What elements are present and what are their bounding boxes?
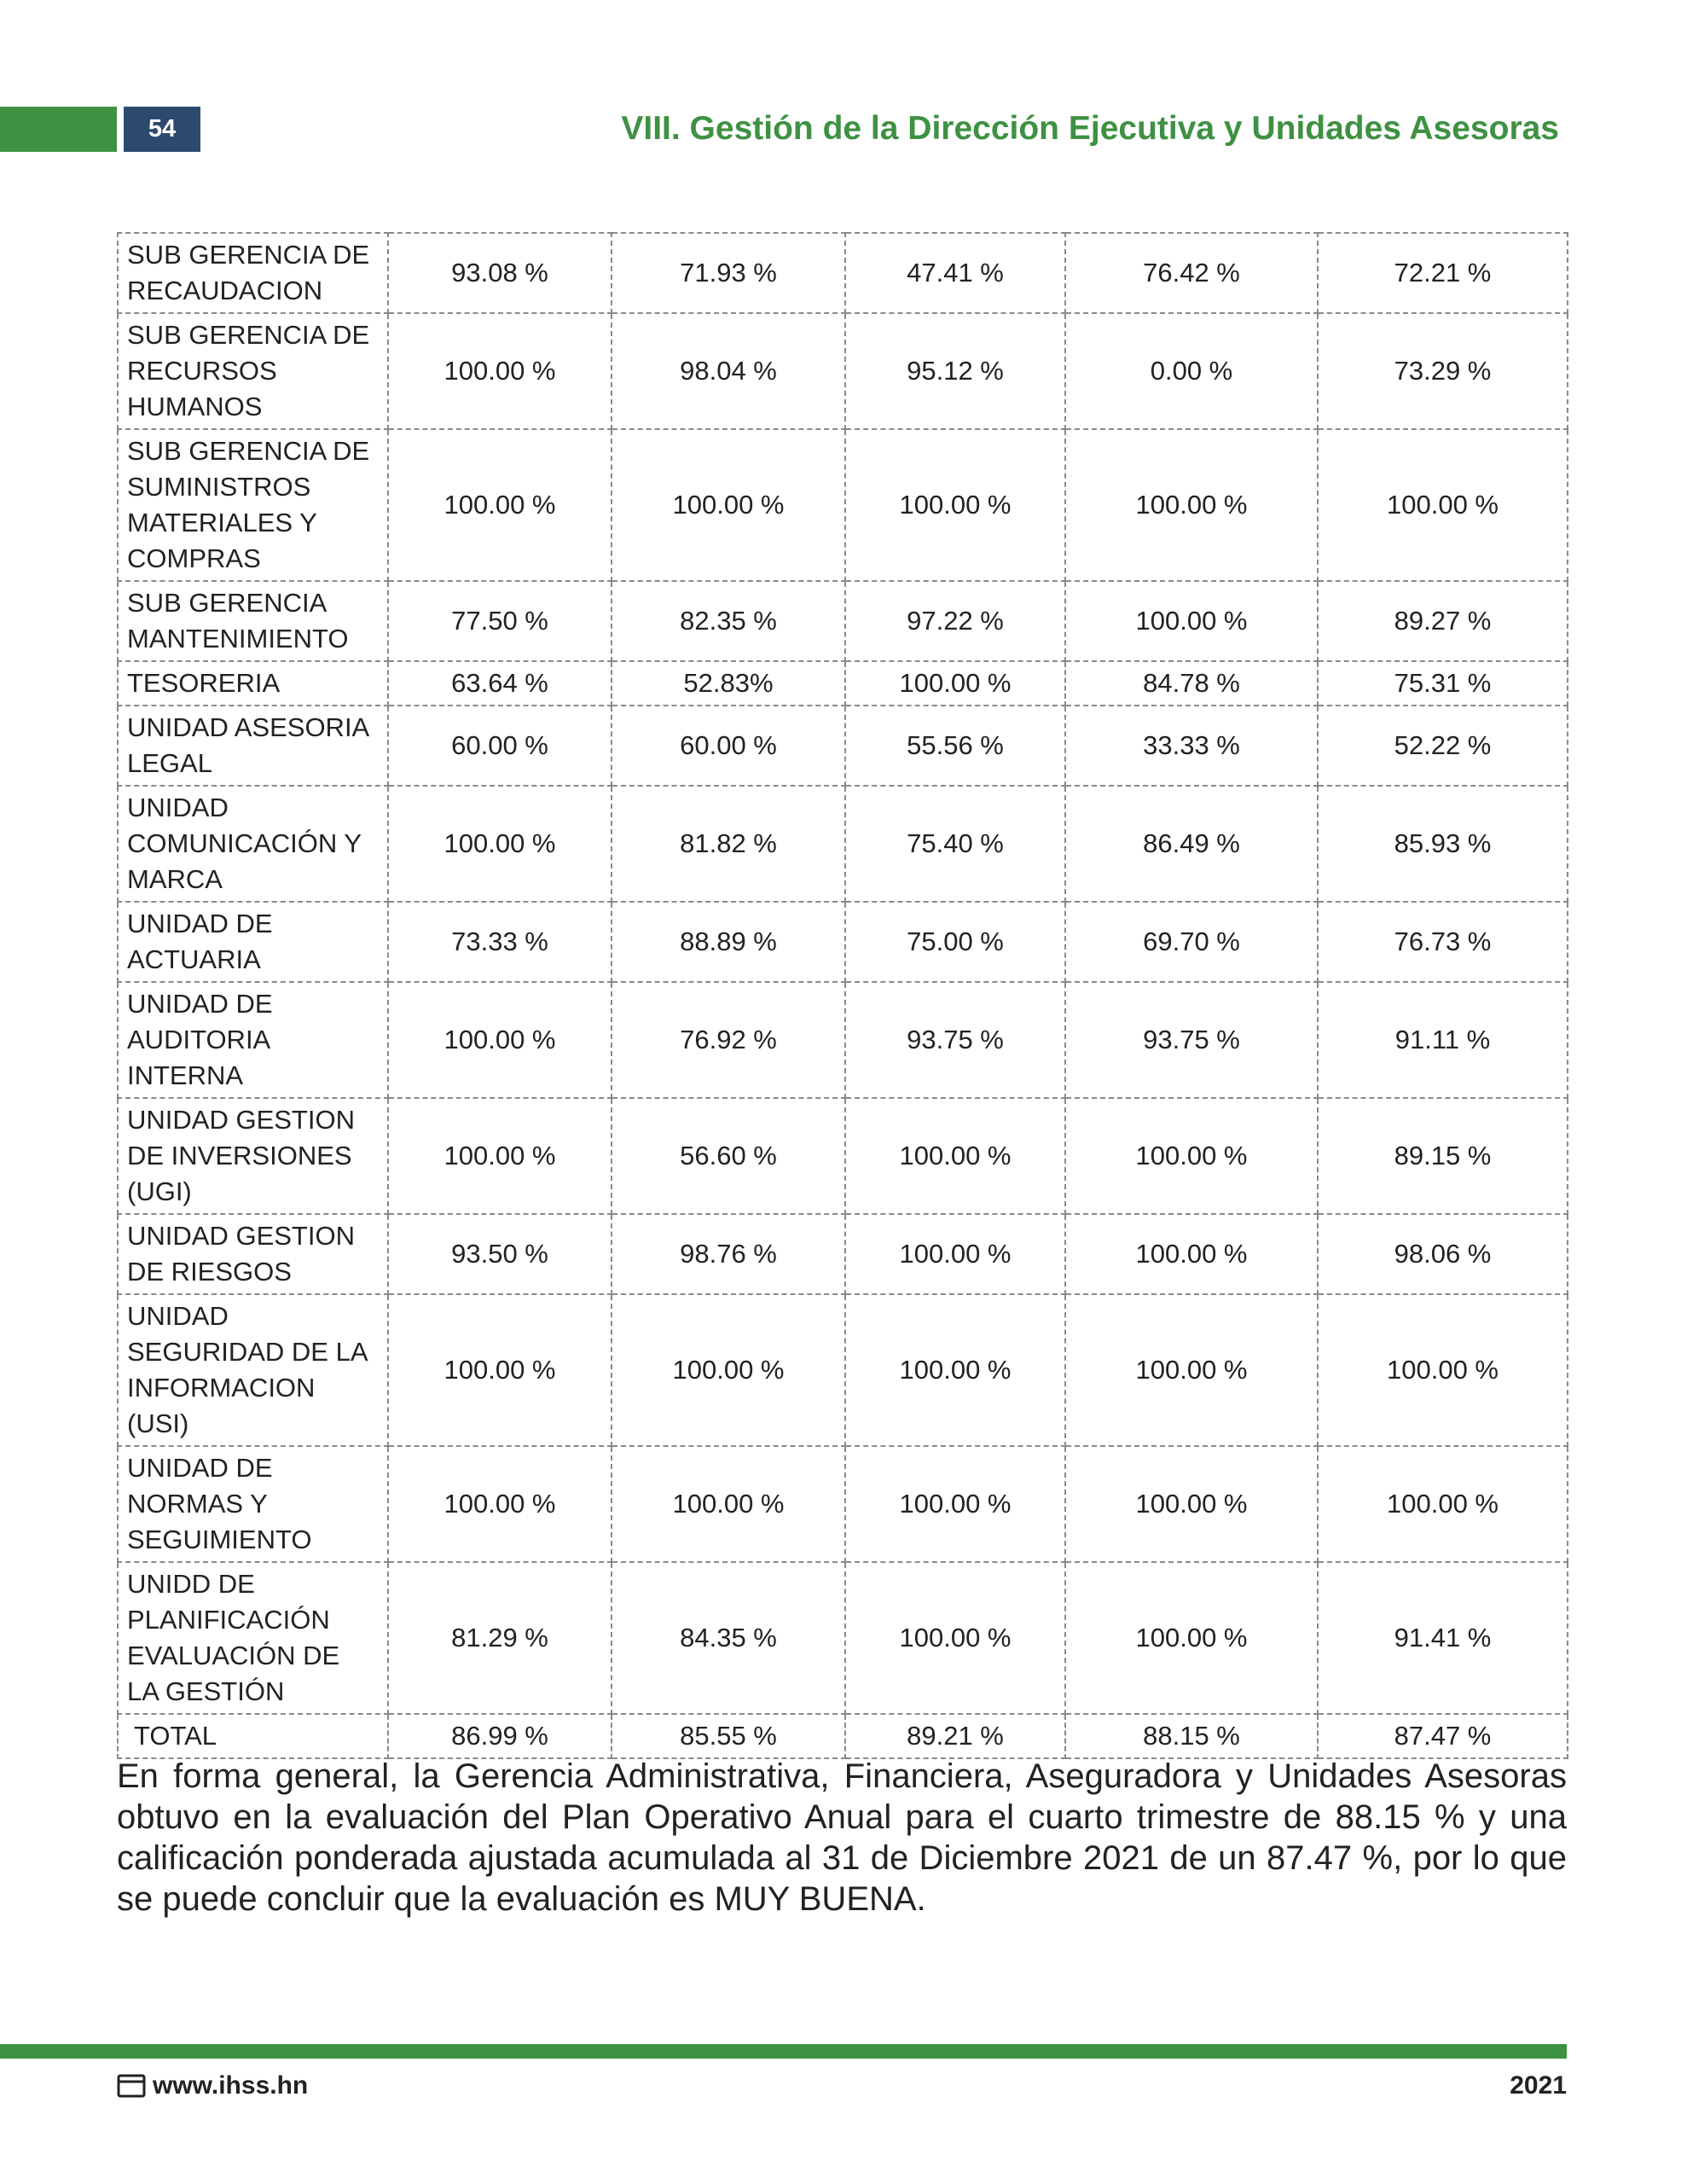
table-row xyxy=(118,1446,1568,1562)
table-row xyxy=(118,982,1568,1098)
cell-value: 100.00 % xyxy=(845,1562,1065,1714)
cell-value: 33.33 % xyxy=(1065,706,1318,786)
cell-value: 100.00 % xyxy=(388,1098,612,1214)
cell-value: 91.41 % xyxy=(1318,1562,1568,1714)
section-title: VIII. Gestión de la Dirección Ejecutiva y Unidades Asesoras xyxy=(621,109,1559,147)
cell-value: 87.47 % xyxy=(1318,1714,1568,1758)
cell-value: 86.49 % xyxy=(1065,786,1318,902)
cell-value: 100.00 % xyxy=(845,661,1065,706)
row-label: UNIDAD ASESORIA LEGAL xyxy=(118,706,388,786)
cell-value: 98.06 % xyxy=(1318,1214,1568,1294)
cell-value: 93.08 % xyxy=(388,233,612,313)
cell-value: 81.82 % xyxy=(612,786,845,902)
cell-value: 93.75 % xyxy=(845,982,1065,1098)
cell-value: 47.41 % xyxy=(845,233,1065,313)
cell-value: 93.75 % xyxy=(1065,982,1318,1098)
table-row xyxy=(118,661,1568,706)
row-label: UNIDAD DE AUDITORIA INTERNA xyxy=(118,982,388,1098)
table-row xyxy=(118,1214,1568,1294)
cell-value: 91.11 % xyxy=(1318,982,1568,1098)
cell-value: 100.00 % xyxy=(612,1294,845,1446)
evaluation-table xyxy=(117,232,1568,1759)
cell-value: 63.64 % xyxy=(388,661,612,706)
cell-value: 89.21 % xyxy=(845,1714,1065,1758)
cell-value: 100.00 % xyxy=(612,1446,845,1562)
table-row xyxy=(118,233,1568,313)
cell-value: 100.00 % xyxy=(1065,1562,1318,1714)
row-label: UNIDAD DE NORMAS Y SEGUIMIENTO xyxy=(118,1446,388,1562)
cell-value: 55.56 % xyxy=(845,706,1065,786)
cell-value: 98.76 % xyxy=(612,1214,845,1294)
cell-value: 95.12 % xyxy=(845,313,1065,429)
footer-year: 2021 xyxy=(1510,2071,1567,2100)
table-row xyxy=(118,902,1568,982)
cell-value: 100.00 % xyxy=(612,429,845,581)
cell-value: 84.35 % xyxy=(612,1562,845,1714)
cell-value: 93.50 % xyxy=(388,1214,612,1294)
row-label: UNIDAD GESTION DE RIESGOS xyxy=(118,1214,388,1294)
cell-value: 71.93 % xyxy=(612,233,845,313)
browser-window-icon xyxy=(117,2074,146,2098)
row-label: UNIDAD COMUNICACIÓN Y MARCA xyxy=(118,786,388,902)
cell-value: 89.27 % xyxy=(1318,581,1568,661)
table-row xyxy=(118,1562,1568,1714)
cell-value: 82.35 % xyxy=(612,581,845,661)
website-link[interactable]: www.ihss.hn xyxy=(153,2071,309,2100)
row-label: SUB GERENCIA MANTENIMIENTO xyxy=(118,581,388,661)
table-body xyxy=(118,233,1568,1758)
cell-value: 100.00 % xyxy=(1065,1214,1318,1294)
cell-value: 69.70 % xyxy=(1065,902,1318,982)
table-row xyxy=(118,786,1568,902)
cell-value: 81.29 % xyxy=(388,1562,612,1714)
cell-value: 100.00 % xyxy=(388,786,612,902)
cell-value: 97.22 % xyxy=(845,581,1065,661)
row-label: UNIDAD DE ACTUARIA xyxy=(118,902,388,982)
cell-value: 100.00 % xyxy=(1318,1446,1568,1562)
cell-value: 100.00 % xyxy=(1065,1098,1318,1214)
cell-value: 100.00 % xyxy=(1318,429,1568,581)
cell-value: 100.00 % xyxy=(388,1294,612,1446)
cell-value: 77.50 % xyxy=(388,581,612,661)
page-number: 54 xyxy=(124,107,200,152)
cell-value: 75.40 % xyxy=(845,786,1065,902)
row-label: SUB GERENCIA DE SUMINISTROS MATERIALES Y COMPRAS xyxy=(118,429,388,581)
table-row xyxy=(118,706,1568,786)
cell-value: 52.83% xyxy=(612,661,845,706)
cell-value: 88.89 % xyxy=(612,902,845,982)
row-label: SUB GERENCIA DE RECURSOS HUMANOS xyxy=(118,313,388,429)
cell-value: 73.29 % xyxy=(1318,313,1568,429)
cell-value: 75.00 % xyxy=(845,902,1065,982)
cell-value: 100.00 % xyxy=(845,1098,1065,1214)
cell-value: 100.00 % xyxy=(388,313,612,429)
cell-value: 89.15 % xyxy=(1318,1098,1568,1214)
cell-value: 85.55 % xyxy=(612,1714,845,1758)
cell-value: 75.31 % xyxy=(1318,661,1568,706)
cell-value: 86.99 % xyxy=(388,1714,612,1758)
cell-value: 0.00 % xyxy=(1065,313,1318,429)
cell-value: 100.00 % xyxy=(388,429,612,581)
cell-value: 76.92 % xyxy=(612,982,845,1098)
cell-value: 73.33 % xyxy=(388,902,612,982)
cell-value: 76.42 % xyxy=(1065,233,1318,313)
cell-value: 60.00 % xyxy=(388,706,612,786)
summary-paragraph: En forma general, la Gerencia Administrativa, Financiera, Aseguradora y Unidades Asesoras obtuvo en la evaluación del Plan Operativo Anual para el cuarto trimestre de 88.15 % y una calificación ponderada ajustada acumulada al 31 de Diciembre 2021 de un 87.47 %, por lo que se puede concluir que la evaluación es MUY BUENA. xyxy=(117,1757,1567,1918)
cell-value: 100.00 % xyxy=(845,1294,1065,1446)
row-label: TESORERIA xyxy=(118,661,388,706)
footer-website[interactable] xyxy=(117,2069,308,2103)
table-row xyxy=(118,1714,1568,1758)
row-label: UNIDAD GESTION DE INVERSIONES (UGI) xyxy=(118,1098,388,1214)
cell-value: 100.00 % xyxy=(388,1446,612,1562)
cell-value: 72.21 % xyxy=(1318,233,1568,313)
row-label: UNIDD DE PLANIFICACIÓN EVALUACIÓN DE LA GESTIÓN xyxy=(118,1562,388,1714)
cell-value: 100.00 % xyxy=(1065,1294,1318,1446)
cell-value: 100.00 % xyxy=(845,429,1065,581)
cell-value: 100.00 % xyxy=(845,1446,1065,1562)
row-label: UNIDAD SEGURIDAD DE LA INFORMACION (USI) xyxy=(118,1294,388,1446)
cell-value: 84.78 % xyxy=(1065,661,1318,706)
row-label: TOTAL xyxy=(118,1714,388,1758)
table-row xyxy=(118,313,1568,429)
cell-value: 52.22 % xyxy=(1318,706,1568,786)
row-label: SUB GERENCIA DE RECAUDACION xyxy=(118,233,388,313)
footer-green-bar xyxy=(0,2044,1567,2059)
cell-value: 100.00 % xyxy=(1065,1446,1318,1562)
cell-value: 100.00 % xyxy=(1065,581,1318,661)
cell-value: 76.73 % xyxy=(1318,902,1568,982)
cell-value: 100.00 % xyxy=(388,982,612,1098)
table-row xyxy=(118,1294,1568,1446)
cell-value: 85.93 % xyxy=(1318,786,1568,902)
table-row xyxy=(118,1098,1568,1214)
table-row xyxy=(118,581,1568,661)
cell-value: 88.15 % xyxy=(1065,1714,1318,1758)
cell-value: 60.00 % xyxy=(612,706,845,786)
header-green-strip xyxy=(0,107,117,152)
cell-value: 98.04 % xyxy=(612,313,845,429)
cell-value: 100.00 % xyxy=(1065,429,1318,581)
cell-value: 100.00 % xyxy=(845,1214,1065,1294)
table-row xyxy=(118,429,1568,581)
cell-value: 100.00 % xyxy=(1318,1294,1568,1446)
evaluation-table-container xyxy=(117,232,1567,1759)
cell-value: 56.60 % xyxy=(612,1098,845,1214)
